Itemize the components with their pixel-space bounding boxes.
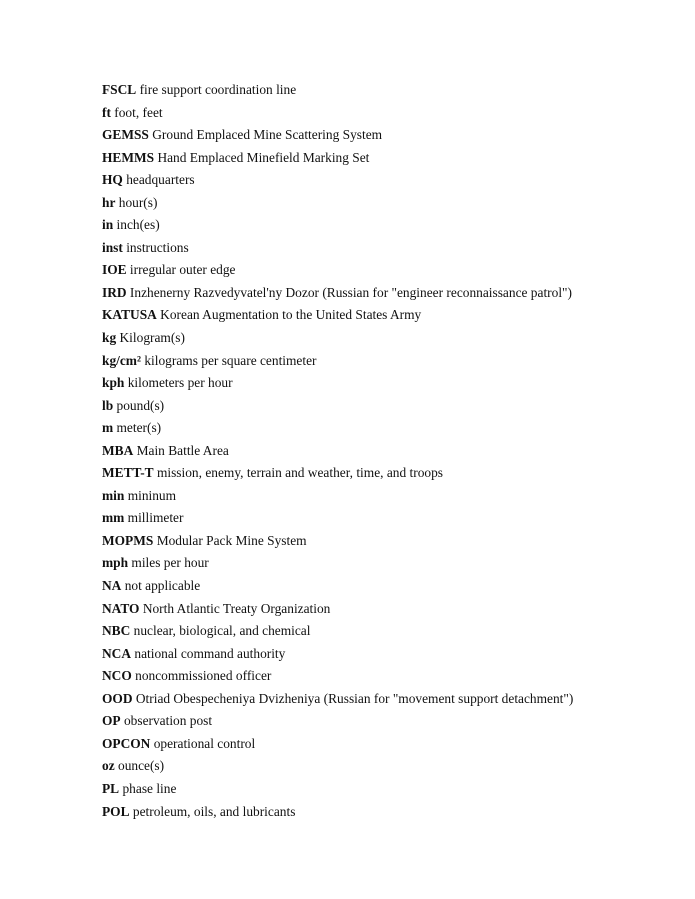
abbreviation-definition: millimeter bbox=[127, 510, 184, 526]
abbreviation-definition: Modular Pack Mine System bbox=[156, 532, 307, 548]
abbreviation-definition: Main Battle Area bbox=[136, 442, 229, 458]
abbreviation-term: METT-T bbox=[102, 465, 154, 481]
abbreviation-definition: mininum bbox=[127, 487, 177, 503]
glossary-entry bbox=[102, 238, 682, 261]
abbreviation-term: NCA bbox=[102, 645, 132, 661]
abbreviation-term: HQ bbox=[102, 172, 123, 188]
abbreviation-definition: petroleum, oils, and lubricants bbox=[132, 803, 296, 819]
glossary-entry bbox=[102, 441, 682, 464]
abbreviation-definition: Ground Emplaced Mine Scattering System bbox=[152, 127, 383, 143]
abbreviation-definition: irregular outer edge bbox=[129, 262, 236, 278]
abbreviation-definition: mission, enemy, terrain and weather, time, and troops bbox=[156, 465, 443, 481]
abbreviation-term: NA bbox=[102, 578, 122, 594]
abbreviation-definition: Hand Emplaced Minefield Marking Set bbox=[157, 149, 370, 165]
glossary-entry bbox=[102, 328, 682, 351]
abbreviation-list bbox=[102, 80, 682, 824]
abbreviation-definition: instructions bbox=[126, 239, 189, 255]
abbreviation-definition: Korean Augmentation to the United States Army bbox=[160, 307, 422, 323]
glossary-entry bbox=[102, 734, 682, 757]
abbreviation-term: kph bbox=[102, 375, 125, 391]
glossary-entry bbox=[102, 689, 682, 712]
glossary-entry bbox=[102, 148, 682, 171]
abbreviation-definition: miles per hour bbox=[131, 555, 209, 571]
abbreviation-definition: Otriad Obespecheniya Dvizheniya (Russian for "movement support detachment") bbox=[135, 690, 574, 706]
abbreviation-term: hr bbox=[102, 194, 116, 210]
glossary-entry bbox=[102, 486, 682, 509]
abbreviation-definition: foot, feet bbox=[114, 104, 163, 120]
abbreviation-term: MOPMS bbox=[102, 532, 154, 548]
abbreviation-definition: kilograms per square centimeter bbox=[144, 352, 317, 368]
glossary-entry bbox=[102, 283, 682, 306]
glossary-entry bbox=[102, 418, 682, 441]
abbreviation-definition: North Atlantic Treaty Organization bbox=[142, 600, 331, 616]
abbreviation-definition: Inzhenerny Razvedyvatel'ny Dozor (Russian for "engineer reconnaissance patrol") bbox=[129, 284, 572, 300]
glossary-entry bbox=[102, 576, 682, 599]
abbreviation-term: m bbox=[102, 420, 114, 436]
glossary-entry bbox=[102, 756, 682, 779]
abbreviation-definition: Kilogram(s) bbox=[119, 330, 185, 346]
abbreviation-term: FSCL bbox=[102, 82, 137, 97]
glossary-entry bbox=[102, 351, 682, 374]
glossary-entry bbox=[102, 215, 682, 238]
glossary-entry bbox=[102, 621, 682, 644]
abbreviation-term: OOD bbox=[102, 690, 133, 706]
abbreviation-term: NATO bbox=[102, 600, 140, 616]
abbreviation-term: NCO bbox=[102, 668, 132, 684]
abbreviation-term: ft bbox=[102, 104, 111, 120]
glossary-entry bbox=[102, 711, 682, 734]
glossary-entry bbox=[102, 508, 682, 531]
glossary-entry bbox=[102, 396, 682, 419]
glossary-entry bbox=[102, 666, 682, 689]
glossary-entry bbox=[102, 260, 682, 283]
abbreviation-term: in bbox=[102, 217, 114, 233]
glossary-entry bbox=[102, 373, 682, 396]
glossary-entry bbox=[102, 103, 682, 126]
abbreviation-term: GEMSS bbox=[102, 127, 149, 143]
abbreviation-term: mph bbox=[102, 555, 129, 571]
abbreviation-term: min bbox=[102, 487, 125, 503]
abbreviation-definition: hour(s) bbox=[118, 194, 158, 210]
glossary-entry bbox=[102, 599, 682, 622]
abbreviation-term: PL bbox=[102, 780, 120, 796]
abbreviation-definition: nuclear, biological, and chemical bbox=[133, 623, 311, 639]
abbreviation-term: oz bbox=[102, 758, 115, 774]
abbreviation-definition: kilometers per hour bbox=[127, 375, 233, 391]
abbreviation-term: KATUSA bbox=[102, 307, 157, 323]
glossary-entry bbox=[102, 170, 682, 193]
glossary-entry bbox=[102, 125, 682, 148]
abbreviation-definition: phase line bbox=[122, 780, 177, 796]
abbreviation-definition: operational control bbox=[153, 735, 256, 751]
abbreviation-term: IRD bbox=[102, 284, 127, 300]
glossary-entry bbox=[102, 779, 682, 802]
glossary-entry bbox=[102, 553, 682, 576]
abbreviation-term: POL bbox=[102, 803, 130, 819]
abbreviation-term: OPCON bbox=[102, 735, 151, 751]
abbreviation-term: inst bbox=[102, 239, 123, 255]
glossary-entry bbox=[102, 531, 682, 554]
abbreviation-definition: not applicable bbox=[124, 578, 201, 594]
abbreviation-term: kg/cm² bbox=[102, 352, 141, 368]
abbreviation-definition: inch(es) bbox=[116, 217, 160, 233]
glossary-entry bbox=[102, 802, 682, 825]
abbreviation-term: kg bbox=[102, 330, 117, 346]
abbreviation-definition: observation post bbox=[123, 713, 213, 729]
abbreviation-term: IOE bbox=[102, 262, 127, 278]
abbreviation-definition: fire support coordination line bbox=[139, 82, 297, 97]
glossary-entry bbox=[102, 463, 682, 486]
abbreviation-term: OP bbox=[102, 713, 121, 729]
abbreviation-definition: national command authority bbox=[134, 645, 286, 661]
glossary-entry bbox=[102, 80, 682, 103]
glossary-entry bbox=[102, 305, 682, 328]
abbreviation-term: MBA bbox=[102, 442, 134, 458]
abbreviation-definition: noncommissioned officer bbox=[135, 668, 272, 684]
glossary-entry bbox=[102, 193, 682, 216]
abbreviation-definition: meter(s) bbox=[116, 420, 162, 436]
abbreviation-term: HEMMS bbox=[102, 149, 155, 165]
abbreviation-definition: headquarters bbox=[126, 172, 195, 188]
abbreviation-definition: ounce(s) bbox=[118, 758, 165, 774]
abbreviation-term: NBC bbox=[102, 623, 131, 639]
glossary-entry bbox=[102, 644, 682, 667]
abbreviation-term: lb bbox=[102, 397, 114, 413]
abbreviation-definition: pound(s) bbox=[116, 397, 165, 413]
abbreviation-term: mm bbox=[102, 510, 125, 526]
